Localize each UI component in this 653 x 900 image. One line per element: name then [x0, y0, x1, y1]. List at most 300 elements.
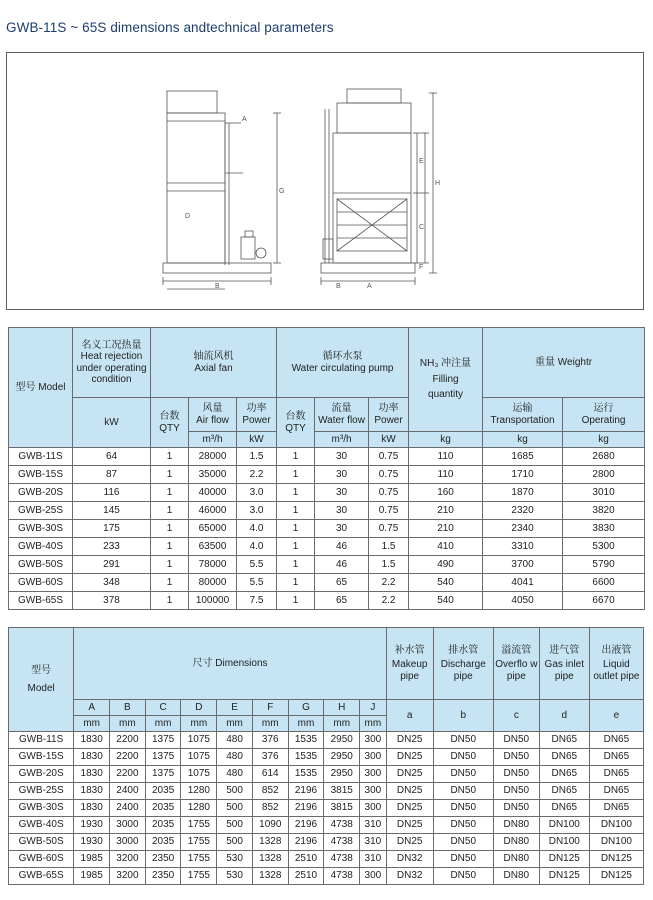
dim-model-header — [9, 628, 74, 732]
dim-g-cell: 2196 — [288, 800, 324, 817]
fan-power-header — [237, 398, 277, 432]
dim-f-cell: 1328 — [252, 834, 288, 851]
fan-power-cell: 3.0 — [237, 484, 277, 502]
operating-weight-cell: 3010 — [563, 484, 645, 502]
model-cell: GWB-65S — [9, 868, 74, 885]
makeup-pipe-cell: DN25 — [386, 783, 433, 800]
dim-letter-g: G — [288, 700, 324, 716]
dim-unit-a: mm — [74, 716, 110, 732]
pump-header-en: Water circulating pump — [291, 362, 394, 374]
label-e: E — [419, 158, 424, 165]
label-h: H — [435, 180, 441, 187]
fan-header-en: Axial fan — [194, 362, 233, 374]
pump-power-cell: 2.2 — [369, 592, 409, 610]
dim-d-cell: 1075 — [181, 732, 217, 749]
dim-b-cell: 2200 — [110, 749, 146, 766]
air-flow-cell: 63500 — [189, 538, 237, 556]
label-c: C — [419, 224, 425, 231]
label-g: G — [279, 188, 285, 195]
makeup-pipe-cell: DN25 — [386, 766, 433, 783]
dim-j-cell: 300 — [360, 749, 387, 766]
dim-d-cell: 1075 — [181, 749, 217, 766]
dim-f-cell: 852 — [252, 800, 288, 817]
transport-cn: 运输 — [512, 403, 533, 414]
gas-en: Gas inlet pipe — [544, 659, 585, 682]
pump-power-cell: 0.75 — [369, 466, 409, 484]
dim-unit-b: mm — [110, 716, 146, 732]
operating-weight-header — [563, 398, 645, 432]
water-flow-cell: 65 — [315, 592, 369, 610]
heat-rejection-cell: 64 — [73, 448, 151, 466]
operating-weight-cell: 6670 — [563, 592, 645, 610]
dim-c-cell: 2035 — [145, 800, 181, 817]
dim-a-cell: 1830 — [74, 800, 110, 817]
water-pump-header — [277, 328, 409, 398]
liquid-outlet-pipe-cell: DN100 — [589, 817, 643, 834]
pump-qty-cell: 1 — [277, 520, 315, 538]
table-row — [9, 834, 644, 851]
air-flow-cell: 78000 — [189, 556, 237, 574]
transport-weight-cell: 4041 — [483, 574, 563, 592]
label-f: F — [419, 264, 424, 271]
water-flow-cell: 30 — [315, 520, 369, 538]
heat-rejection-header — [73, 328, 151, 398]
makeup-pipe-cell: DN25 — [386, 834, 433, 851]
overflow-pipe-cell: DN50 — [493, 783, 539, 800]
discharge-pipe-cell: DN50 — [433, 868, 493, 885]
dim-a-cell: 1985 — [74, 851, 110, 868]
fan-qty-cell: 1 — [151, 502, 189, 520]
waterflow-header — [315, 398, 369, 432]
liquid-outlet-pipe-cell: DN125 — [589, 851, 643, 868]
fan-qty-cell: 1 — [151, 574, 189, 592]
table-row — [9, 556, 645, 574]
dim-letter-c: C — [145, 700, 181, 716]
liquid-outlet-pipe-cell: DN65 — [589, 800, 643, 817]
transport-weight-cell: 3310 — [483, 538, 563, 556]
label-a-front: A — [242, 116, 247, 123]
overflow-pipe-cell: DN50 — [493, 766, 539, 783]
transport-weight-cell: 1710 — [483, 466, 563, 484]
dim-e-cell: 530 — [217, 851, 253, 868]
dim-g-cell: 2196 — [288, 783, 324, 800]
nh3-filling-cell: 210 — [409, 502, 483, 520]
dim-d-cell: 1075 — [181, 766, 217, 783]
liquid-outlet-pipe-cell: DN65 — [589, 766, 643, 783]
water-flow-cell: 30 — [315, 448, 369, 466]
fan-header-cn: 轴流风机 — [193, 351, 234, 362]
operating-weight-cell: 6600 — [563, 574, 645, 592]
dim-c-cell: 2035 — [145, 783, 181, 800]
discharge-pipe-cell: DN50 — [433, 766, 493, 783]
table-row — [9, 538, 645, 556]
airflow-en: Air flow — [196, 414, 229, 426]
pump-power-cell: 2.2 — [369, 574, 409, 592]
dim-h-cell: 4738 — [324, 817, 360, 834]
dimensions-rows — [9, 732, 644, 885]
air-flow-cell: 28000 — [189, 448, 237, 466]
liquid-outlet-pipe-cell: DN65 — [589, 732, 643, 749]
pump-power-cell: 1.5 — [369, 538, 409, 556]
dim-d-cell: 1280 — [181, 800, 217, 817]
transport-weight-cell: 2340 — [483, 520, 563, 538]
makeup-cn: 补水管 — [394, 644, 425, 656]
dim-unit-e: mm — [217, 716, 253, 732]
dim-d-cell: 1755 — [181, 834, 217, 851]
nh3-header-line1: NH₃ 冲注量 — [419, 358, 472, 370]
fan-qty-cell: 1 — [151, 484, 189, 502]
dim-letter-j: J — [360, 700, 387, 716]
pump-header-cn: 循环水泵 — [322, 351, 363, 362]
operating-weight-cell: 3830 — [563, 520, 645, 538]
model-header: 型号 Model — [9, 328, 73, 448]
dim-e-cell: 530 — [217, 868, 253, 885]
water-flow-cell: 46 — [315, 538, 369, 556]
dim-b-cell: 2400 — [110, 800, 146, 817]
nh3-filling-cell: 110 — [409, 448, 483, 466]
dim-e-cell: 500 — [217, 800, 253, 817]
dim-a-cell: 1830 — [74, 766, 110, 783]
liquid-en: Liquid outlet pipe — [593, 659, 640, 682]
fan-qty-cell: 1 — [151, 520, 189, 538]
pump-qty-cell: 1 — [277, 484, 315, 502]
dim-b-cell: 3000 — [110, 834, 146, 851]
dim-g-cell: 2196 — [288, 834, 324, 851]
pump-qty-cell: 1 — [277, 466, 315, 484]
dim-f-cell: 1328 — [252, 868, 288, 885]
air-flow-cell: 65000 — [189, 520, 237, 538]
water-flow-cell: 65 — [315, 574, 369, 592]
dim-g-cell: 2510 — [288, 851, 324, 868]
heat-rejection-cell: 87 — [73, 466, 151, 484]
makeup-pipe-cell: DN25 — [386, 749, 433, 766]
dim-letter-h: H — [324, 700, 360, 716]
waterflow-en: Water flow — [318, 414, 365, 426]
dim-j-cell: 300 — [360, 732, 387, 749]
dim-h-cell: 3815 — [324, 783, 360, 800]
nh3-filling-cell: 410 — [409, 538, 483, 556]
overflow-en: Overflo w pipe — [495, 659, 538, 682]
model-cell: GWB-60S — [9, 851, 74, 868]
pipe-letter-e: e — [589, 700, 643, 732]
dim-g-cell: 2510 — [288, 868, 324, 885]
table-row — [9, 783, 644, 800]
dim-unit-h: mm — [324, 716, 360, 732]
dim-a-cell: 1830 — [74, 783, 110, 800]
technical-parameters-table — [8, 327, 645, 610]
operating-weight-cell: 5300 — [563, 538, 645, 556]
table-row — [9, 592, 645, 610]
axial-fan-header — [151, 328, 277, 398]
fan-power-unit: kW — [237, 432, 277, 448]
table-row — [9, 732, 644, 749]
fan-qty-cn: 台数 — [159, 411, 180, 422]
gas-inlet-pipe-cell: DN65 — [539, 783, 589, 800]
airflow-cn: 风量 — [202, 403, 223, 414]
dim-unit-c: mm — [145, 716, 181, 732]
air-flow-cell: 46000 — [189, 502, 237, 520]
heat-rejection-cell: 175 — [73, 520, 151, 538]
fan-power-cn: 功率 — [246, 403, 267, 414]
makeup-pipe-cell: DN25 — [386, 817, 433, 834]
gas-inlet-pipe-cell: DN65 — [539, 800, 589, 817]
pump-power-cell: 0.75 — [369, 484, 409, 502]
operating-cn: 运行 — [593, 403, 614, 414]
fan-power-cell: 5.5 — [237, 574, 277, 592]
table-row — [9, 502, 645, 520]
model-cell: GWB-15S — [9, 749, 74, 766]
heat-rejection-cell: 378 — [73, 592, 151, 610]
transport-weight-cell: 1685 — [483, 448, 563, 466]
discharge-pipe-cell: DN50 — [433, 851, 493, 868]
pump-qty-cell: 1 — [277, 502, 315, 520]
dim-a-cell: 1985 — [74, 868, 110, 885]
operating-en: Operating — [581, 414, 626, 426]
label-b-side: B — [336, 283, 341, 290]
dim-f-cell: 376 — [252, 749, 288, 766]
model-cell: GWB-50S — [9, 556, 73, 574]
overflow-pipe-cell: DN80 — [493, 851, 539, 868]
transport-weight-cell: 2320 — [483, 502, 563, 520]
fan-power-cell: 2.2 — [237, 466, 277, 484]
dim-unit-d: mm — [181, 716, 217, 732]
dim-letter-f: F — [252, 700, 288, 716]
gas-inlet-pipe-cell: DN100 — [539, 817, 589, 834]
pump-power-cell: 1.5 — [369, 556, 409, 574]
gas-inlet-pipe-header — [539, 628, 589, 700]
dim-b-cell: 3000 — [110, 817, 146, 834]
dim-b-cell: 3200 — [110, 851, 146, 868]
transport-weight-cell: 4050 — [483, 592, 563, 610]
discharge-pipe-header — [433, 628, 493, 700]
dim-unit-g: mm — [288, 716, 324, 732]
pump-qty-cell: 1 — [277, 538, 315, 556]
nh3-unit: kg — [409, 432, 483, 448]
dim-j-cell: 300 — [360, 800, 387, 817]
pipe-letter-d: d — [539, 700, 589, 732]
dim-f-cell: 614 — [252, 766, 288, 783]
air-flow-cell: 40000 — [189, 484, 237, 502]
discharge-pipe-cell: DN50 — [433, 783, 493, 800]
dim-a-cell: 1830 — [74, 749, 110, 766]
table-row — [9, 851, 644, 868]
gas-inlet-pipe-cell: DN100 — [539, 834, 589, 851]
pump-power-header — [369, 398, 409, 432]
operating-weight-cell: 2800 — [563, 466, 645, 484]
heat-unit: kW — [73, 398, 151, 448]
water-flow-cell: 30 — [315, 484, 369, 502]
overflow-pipe-cell: DN50 — [493, 749, 539, 766]
fan-power-cell: 1.5 — [237, 448, 277, 466]
overflow-pipe-cell: DN50 — [493, 732, 539, 749]
fan-power-en: Power — [242, 414, 271, 426]
liquid-outlet-pipe-cell: DN65 — [589, 749, 643, 766]
dim-c-cell: 2350 — [145, 851, 181, 868]
pump-power-en: Power — [374, 414, 403, 426]
dim-j-cell: 300 — [360, 783, 387, 800]
makeup-pipe-header — [386, 628, 433, 700]
dim-f-cell: 852 — [252, 783, 288, 800]
table-row — [9, 520, 645, 538]
nh3-filling-header — [409, 328, 483, 432]
air-flow-cell: 100000 — [189, 592, 237, 610]
table-row — [9, 749, 644, 766]
dim-b-cell: 2200 — [110, 732, 146, 749]
fan-power-cell: 5.5 — [237, 556, 277, 574]
nh3-filling-cell: 210 — [409, 520, 483, 538]
water-flow-cell: 30 — [315, 466, 369, 484]
dim-model-en: Model — [27, 682, 55, 694]
operating-weight-cell: 5790 — [563, 556, 645, 574]
dim-j-cell: 310 — [360, 817, 387, 834]
model-cell: GWB-20S — [9, 484, 73, 502]
operating-weight-cell: 3820 — [563, 502, 645, 520]
air-flow-cell: 80000 — [189, 574, 237, 592]
dim-unit-f: mm — [252, 716, 288, 732]
model-cell: GWB-65S — [9, 592, 73, 610]
heat-rejection-cell: 116 — [73, 484, 151, 502]
dim-e-cell: 480 — [217, 732, 253, 749]
side-view — [321, 89, 437, 285]
model-cell: GWB-11S — [9, 732, 74, 749]
dim-letter-b: B — [110, 700, 146, 716]
table-row — [9, 817, 644, 834]
fan-power-cell: 7.5 — [237, 592, 277, 610]
weight-header: 重量 Weightr — [483, 328, 645, 398]
pump-qty-cell: 1 — [277, 556, 315, 574]
discharge-pipe-cell: DN50 — [433, 817, 493, 834]
gas-inlet-pipe-cell: DN65 — [539, 749, 589, 766]
nh3-header-line2: Filling — [432, 373, 459, 385]
dim-e-cell: 500 — [217, 783, 253, 800]
overflow-pipe-cell: DN80 — [493, 868, 539, 885]
fan-power-cell: 4.0 — [237, 520, 277, 538]
fan-qty-cell: 1 — [151, 466, 189, 484]
dim-d-cell: 1755 — [181, 851, 217, 868]
model-cell: GWB-30S — [9, 800, 74, 817]
transport-en: Transportation — [490, 414, 555, 426]
discharge-cn: 排水管 — [448, 644, 479, 656]
dim-b-cell: 2400 — [110, 783, 146, 800]
water-flow-cell: 30 — [315, 502, 369, 520]
pump-qty-cell: 1 — [277, 448, 315, 466]
dim-e-cell: 500 — [217, 834, 253, 851]
dim-d-cell: 1755 — [181, 868, 217, 885]
dim-f-cell: 1328 — [252, 851, 288, 868]
operating-unit: kg — [563, 432, 645, 448]
dim-c-cell: 2035 — [145, 817, 181, 834]
overflow-pipe-cell: DN50 — [493, 800, 539, 817]
front-view — [163, 91, 281, 289]
dim-a-cell: 1930 — [74, 817, 110, 834]
dim-b-cell: 2200 — [110, 766, 146, 783]
table-row — [9, 868, 644, 885]
model-cell: GWB-30S — [9, 520, 73, 538]
discharge-pipe-cell: DN50 — [433, 732, 493, 749]
pump-power-cn: 功率 — [378, 403, 399, 414]
pipe-letter-b: b — [433, 700, 493, 732]
unit-elevation-drawings — [7, 53, 643, 309]
fan-qty-header — [151, 398, 189, 448]
dim-h-cell: 4738 — [324, 851, 360, 868]
airflow-header — [189, 398, 237, 432]
makeup-en: Makeup pipe — [391, 659, 428, 682]
dim-e-cell: 480 — [217, 749, 253, 766]
dim-letter-a: A — [74, 700, 110, 716]
model-cell: GWB-25S — [9, 502, 73, 520]
liquid-outlet-pipe-cell: DN125 — [589, 868, 643, 885]
pipe-letter-a: a — [386, 700, 433, 732]
dim-c-cell: 2350 — [145, 868, 181, 885]
heat-header-cn: 名义工况热量 — [81, 339, 142, 351]
pump-power-cell: 0.75 — [369, 502, 409, 520]
liquid-outlet-pipe-cell: DN65 — [589, 783, 643, 800]
dim-h-cell: 2950 — [324, 766, 360, 783]
transport-weight-cell: 1870 — [483, 484, 563, 502]
pump-qty-en: QTY — [285, 422, 306, 434]
label-d: D — [185, 213, 191, 220]
makeup-pipe-cell: DN25 — [386, 800, 433, 817]
dim-unit-j: mm — [360, 716, 387, 732]
waterflow-cn: 流量 — [331, 403, 352, 414]
overflow-pipe-header — [493, 628, 539, 700]
dim-e-cell: 500 — [217, 817, 253, 834]
fan-qty-cell: 1 — [151, 592, 189, 610]
nh3-filling-cell: 540 — [409, 592, 483, 610]
transport-unit: kg — [483, 432, 563, 448]
heat-rejection-cell: 291 — [73, 556, 151, 574]
nh3-filling-cell: 490 — [409, 556, 483, 574]
nh3-filling-cell: 540 — [409, 574, 483, 592]
heat-rejection-cell: 233 — [73, 538, 151, 556]
dim-g-cell: 1535 — [288, 749, 324, 766]
dimensions-table — [8, 627, 644, 885]
model-cell: GWB-60S — [9, 574, 73, 592]
overflow-pipe-cell: DN80 — [493, 817, 539, 834]
fan-power-cell: 4.0 — [237, 538, 277, 556]
pump-power-cell: 0.75 — [369, 448, 409, 466]
nh3-header-line3: quantity — [428, 389, 464, 401]
dim-c-cell: 1375 — [145, 732, 181, 749]
label-b: B — [215, 283, 220, 290]
fan-qty-en: QTY — [159, 422, 180, 434]
table-row — [9, 484, 645, 502]
pipe-letter-c: c — [493, 700, 539, 732]
model-cell: GWB-40S — [9, 538, 73, 556]
nh3-filling-cell: 110 — [409, 466, 483, 484]
overflow-pipe-cell: DN80 — [493, 834, 539, 851]
fan-qty-cell: 1 — [151, 538, 189, 556]
makeup-pipe-cell: DN32 — [386, 851, 433, 868]
operating-weight-cell: 2680 — [563, 448, 645, 466]
pump-qty-header — [277, 398, 315, 448]
table-row — [9, 466, 645, 484]
pump-qty-cell: 1 — [277, 574, 315, 592]
dimension-drawing — [6, 52, 644, 310]
dim-a-cell: 1930 — [74, 834, 110, 851]
model-cell: GWB-40S — [9, 817, 74, 834]
model-cell: GWB-15S — [9, 466, 73, 484]
model-cell: GWB-25S — [9, 783, 74, 800]
dim-letter-e: E — [217, 700, 253, 716]
dim-g-cell: 2196 — [288, 817, 324, 834]
overflow-cn: 溢流管 — [501, 644, 532, 656]
dim-j-cell: 310 — [360, 834, 387, 851]
gas-inlet-pipe-cell: DN65 — [539, 732, 589, 749]
water-flow-cell: 46 — [315, 556, 369, 574]
table-row — [9, 448, 645, 466]
dim-j-cell: 300 — [360, 868, 387, 885]
